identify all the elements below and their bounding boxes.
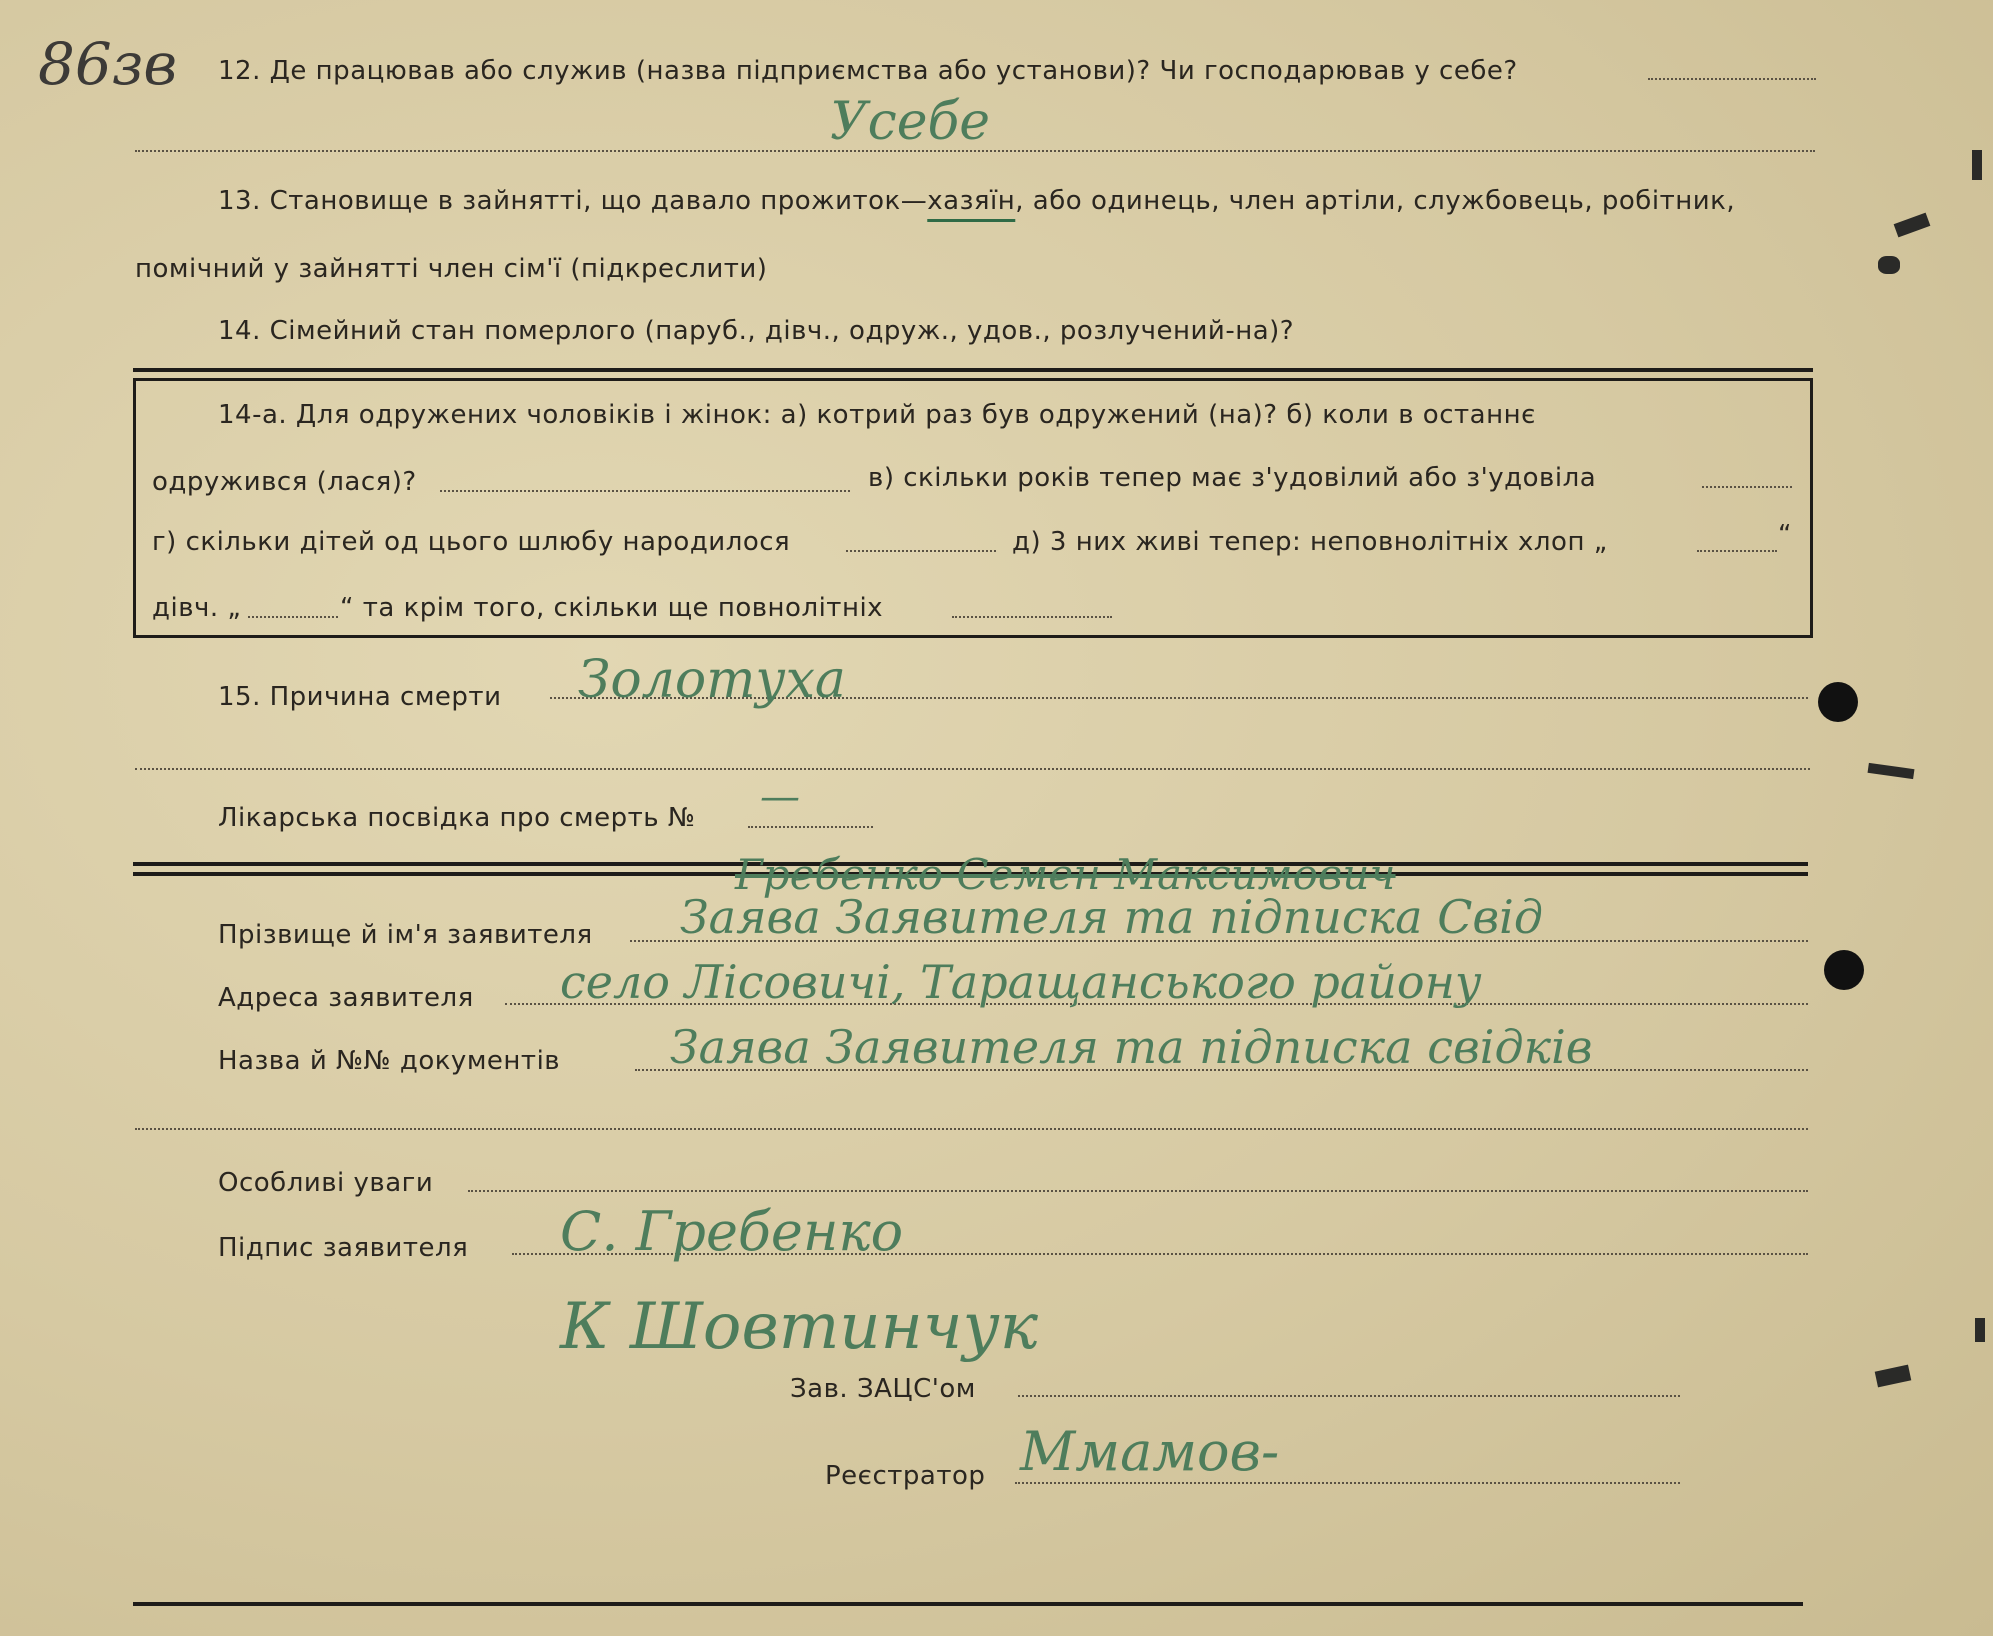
q13-line1	[218, 186, 1735, 216]
staple-mark-5	[1972, 150, 1982, 180]
q13-underlined-choice: хазяїн	[927, 186, 1016, 216]
zags-head-label: Зав. ЗАЦС'ом	[790, 1374, 976, 1404]
applicant-address-label: Адреса заявителя	[218, 983, 474, 1013]
q14a-line4b: “ та крім того, скільки ще повнолітніх	[340, 593, 884, 623]
staple-mark-6	[1975, 1318, 1985, 1342]
registrar-signature: Ммамов-	[1020, 1420, 1280, 1483]
signature-label: Підпис заявителя	[218, 1233, 469, 1263]
zags-head-dots	[1018, 1395, 1680, 1397]
q15-label: 15. Причина смерти	[218, 682, 502, 712]
applicant-name-answer: Заява Заявителя та підписка Свід	[680, 890, 1544, 944]
q14a-dots-1	[440, 490, 850, 492]
medical-dots	[748, 826, 873, 828]
staple-mark-4	[1875, 1365, 1912, 1388]
notes-label: Особливі уваги	[218, 1168, 434, 1198]
q14a-dots-6	[952, 616, 1112, 618]
q15-answer: Золотуха	[578, 650, 846, 710]
q13-line2: помічний у зайнятті член сім'ї (підкреслити)	[135, 254, 768, 284]
q14a-line3b: д) 3 них живі тепер: неповнолітніх хлоп „	[1012, 527, 1608, 557]
q13-suffix: , або одинець, член артіли, службовець, робітник,	[1015, 186, 1736, 216]
q13-prefix: 13. Становище в зайнятті, що давало прожиток—	[218, 186, 928, 216]
medical-answer: —	[760, 774, 800, 820]
staple-mark-3	[1868, 763, 1915, 779]
applicant-name-crossed: Гребенко Семен Максимович	[735, 850, 1396, 899]
q12-label: 12. Де працював або служив (назва підприємства або установи)? Чи господарював у себе?	[218, 56, 1518, 86]
q14a-dots-2	[1702, 486, 1792, 488]
signature-answer: С. Гребенко	[560, 1200, 904, 1263]
medical-label: Лікарська посвідка про смерть №	[218, 803, 696, 833]
punch-hole-1	[1818, 682, 1858, 722]
applicant-docs-label: Назва й №№ документів	[218, 1046, 561, 1076]
applicant-docs-answer: Заява Заявителя та підписка свідків	[670, 1020, 1593, 1074]
staple-mark-2	[1878, 256, 1900, 274]
applicant-name-label: Прізвище й ім'я заявителя	[218, 920, 593, 950]
applicant-address-answer: село Лісовичі, Таращанського району	[560, 955, 1482, 1009]
q14a-line4a: дівч. „	[152, 593, 242, 623]
q14a-line2a: одружився (лася)?	[152, 467, 417, 497]
q14a-dots-5	[248, 616, 338, 618]
q14a-line2b: в) скільки років тепер має з'удовілий або з'удовіла	[868, 463, 1597, 493]
registrar-label: Реєстратор	[825, 1461, 986, 1491]
q14a-top-rule	[133, 368, 1813, 372]
bottom-rule	[133, 1602, 1803, 1606]
q14-label: 14. Сімейний стан померлого (паруб., дівч., одруж., удов., розлучений-на)?	[218, 316, 1295, 346]
notes-dots	[468, 1190, 1808, 1192]
staple-mark-1	[1894, 213, 1931, 238]
q14a-line1: 14-а. Для одружених чоловіків і жінок: а) котрий раз був одружений (на)? б) коли в останнє	[218, 400, 1536, 430]
q12-answer: Усебе	[830, 92, 990, 152]
q15-extra-line	[135, 768, 1810, 770]
q12-dotted-line	[1648, 78, 1816, 80]
second-signature: К Шовтинчук	[560, 1290, 1038, 1364]
punch-hole-2	[1824, 950, 1864, 990]
applicant-docs-extra-line	[135, 1128, 1808, 1130]
q14a-line3a: г) скільки дітей од цього шлюбу народилося	[152, 527, 791, 557]
q14a-line3c: “	[1778, 520, 1792, 550]
q14a-dots-3	[846, 550, 996, 552]
archive-number: 86зв	[38, 30, 178, 98]
q14a-dots-4	[1697, 550, 1777, 552]
